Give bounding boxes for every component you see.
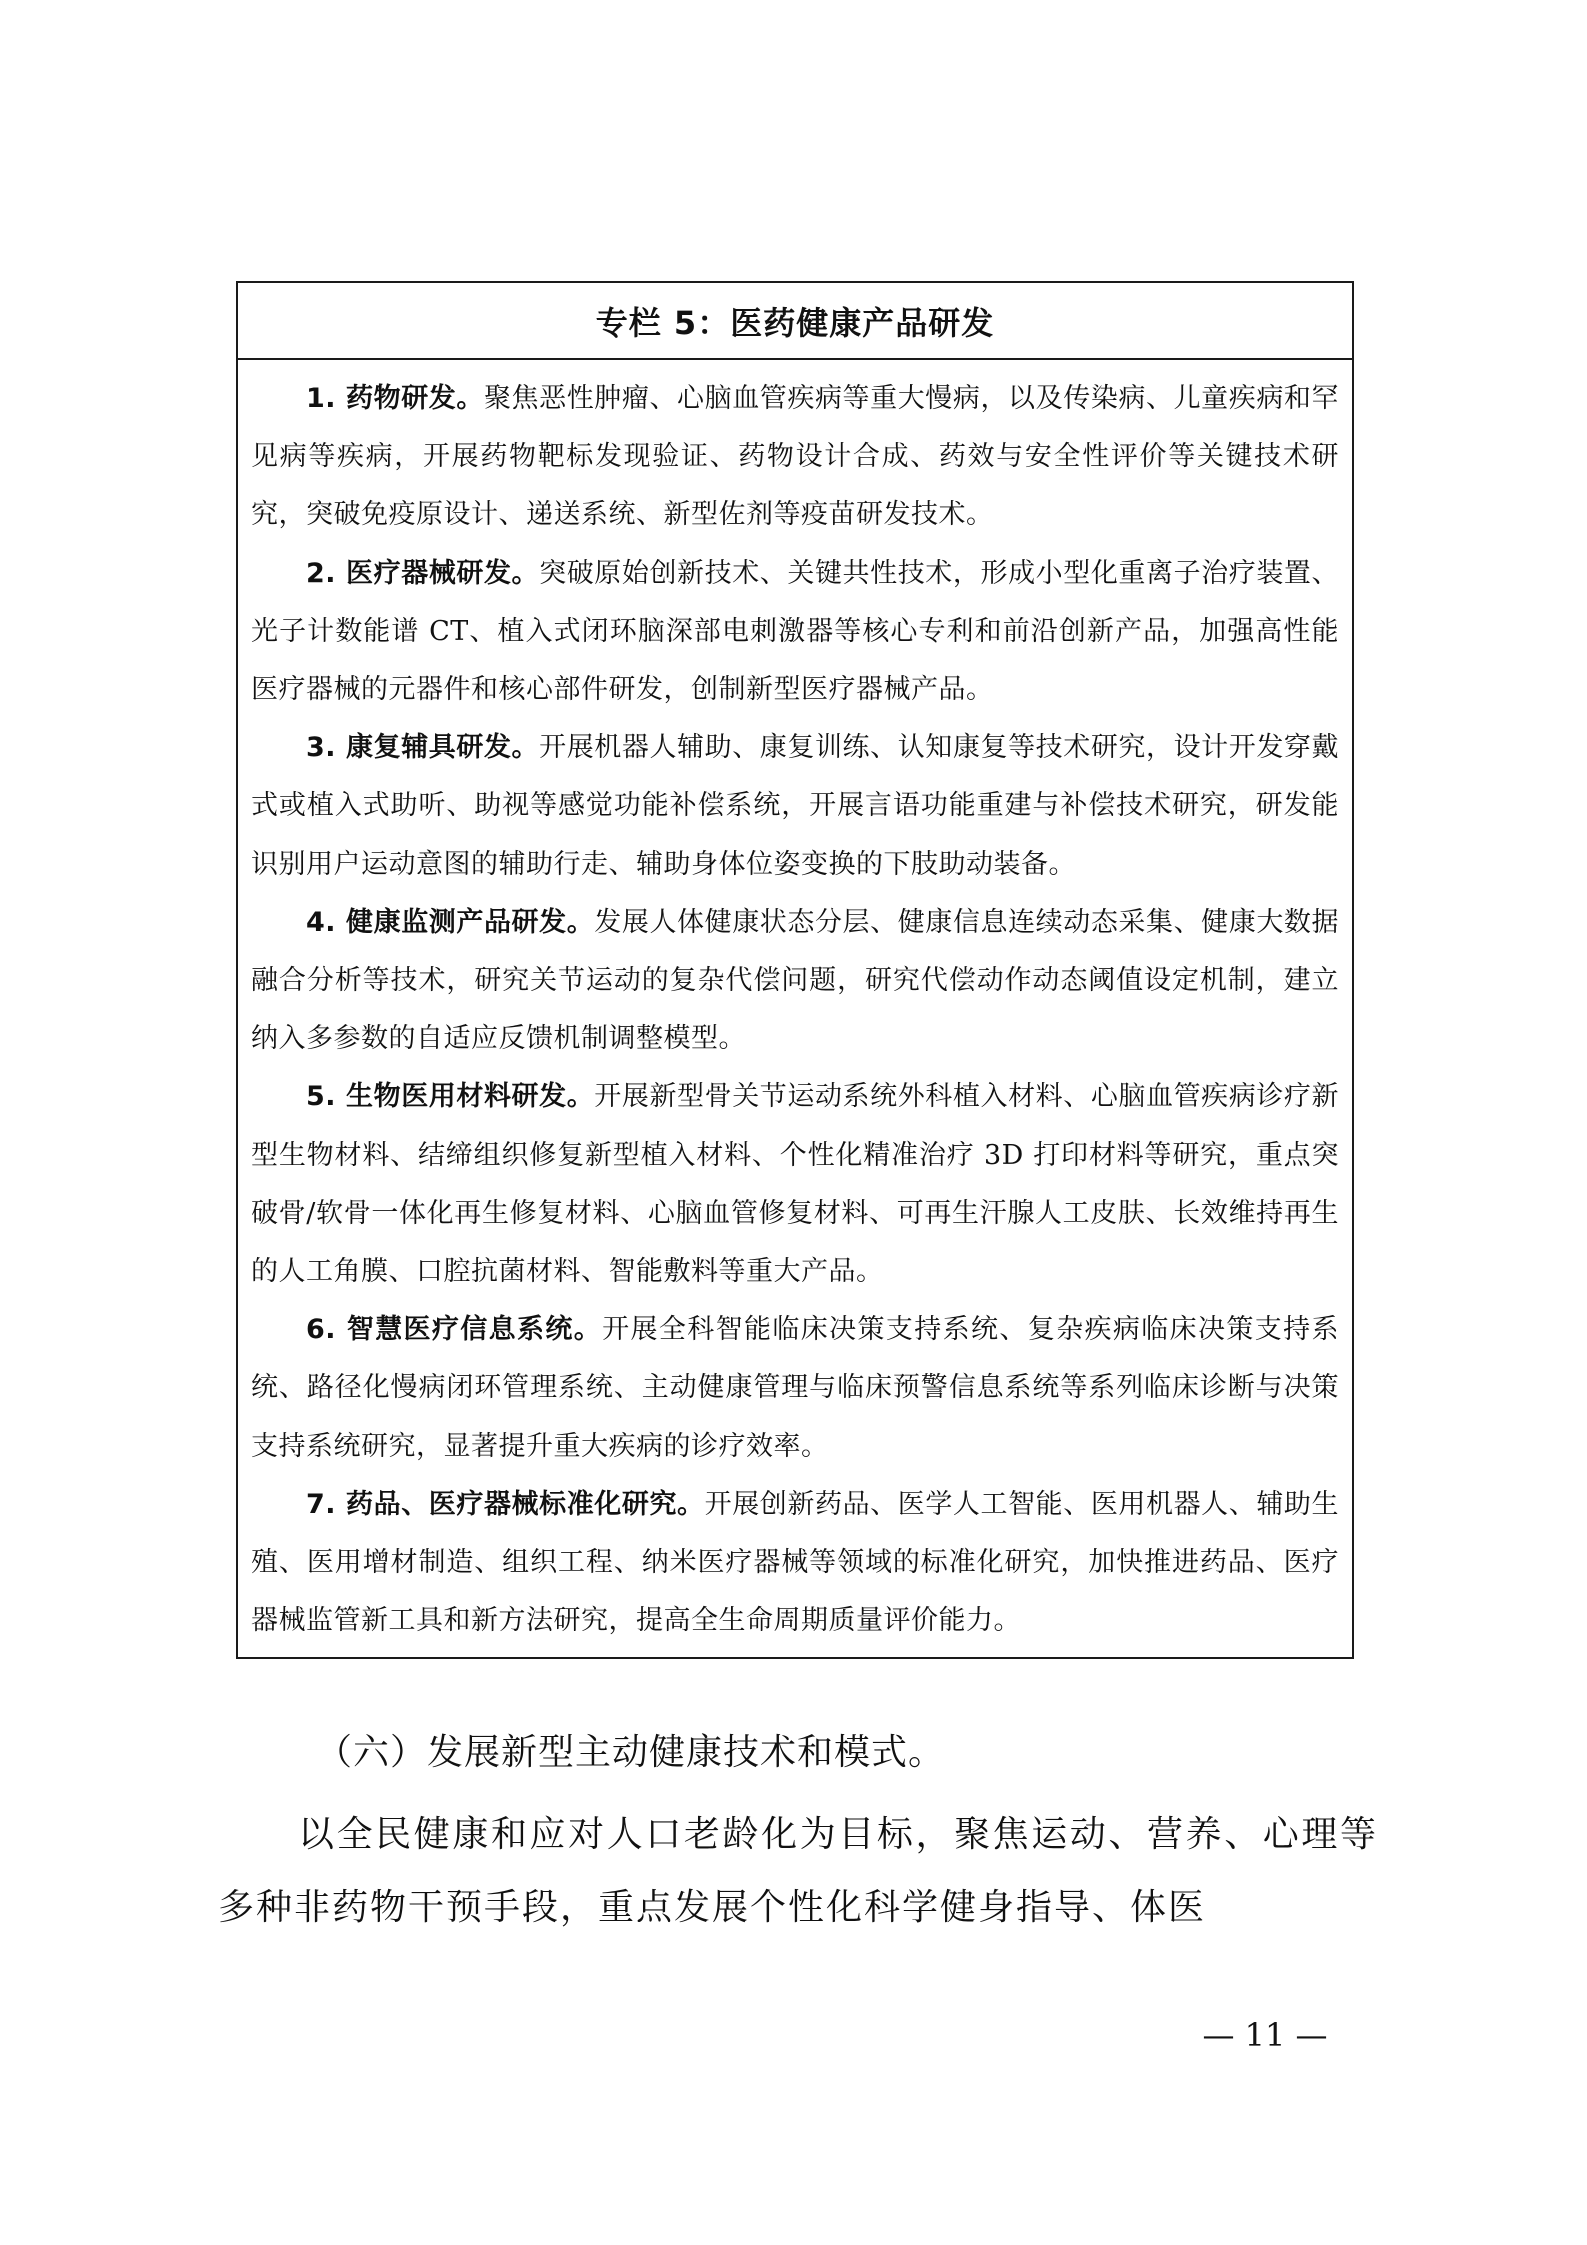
column-item-standardization [251, 1476, 1339, 1651]
item-heading: 6. 智慧医疗信息系统。 [306, 1314, 603, 1346]
column-item-smart-medical-info [251, 1301, 1339, 1476]
body-paragraph: 以全民健康和应对人口老龄化为目标，聚焦运动、营养、心理等多种非药物干预手段，重点发展个性化科学健身指导、体医 [218, 1814, 1378, 1928]
item-heading: 1. 药物研发。 [306, 383, 484, 414]
page-number: — 11 — [1202, 2016, 1328, 2054]
column-item-health-monitoring-rd [251, 894, 1339, 1069]
item-text: 开展创新药品、医学人工智能、医用机器人、辅助生殖、医用增材制造、组织工程、纳米医疗器械等领域的标准化研究，加快推进药品、医疗器械监管新工具和新方法研究，提高全生命周期质量评价能力。 [251, 1488, 1340, 1637]
column-item-drug-rd [251, 370, 1339, 545]
item-heading: 7. 药品、医疗器械标准化研究。 [306, 1488, 705, 1520]
item-heading: 2. 医疗器械研发。 [306, 557, 540, 589]
item-text: 发展人体健康状态分层、健康信息连续动态采集、健康大数据融合分析等技术，研究关节运动的复杂代偿问题，研究代偿动作动态阈值设定机制，建立纳入多参数的自适应反馈机制调整模型。 [251, 906, 1339, 1055]
item-text: 开展新型骨关节运动系统外科植入材料、心脑血管疾病诊疗新型生物材料、结缔组织修复新型植入材料、个性化精准治疗 3D 打印材料等研究，重点突破骨/软骨一体化再生修复材料、心脑血管修复材料、可再生汗腺人工皮肤、长效维持再生的人工角膜、口腔抗菌材料、智能敷料等重大产品。 [251, 1081, 1339, 1288]
column-item-biomaterials-rd [251, 1068, 1339, 1301]
section-heading: （六）发展新型主动健康技术和模式。 [316, 1732, 946, 1773]
item-heading: 5. 生物医用材料研发。 [306, 1081, 595, 1113]
item-text: 开展全科智能临床决策支持系统、复杂疾病临床决策支持系统、路径化慢病闭环管理系统、主动健康管理与临床预警信息系统等系列临床诊断与决策支持系统研究，显著提升重大疾病的诊疗效率。 [251, 1314, 1339, 1462]
item-heading: 4. 健康监测产品研发。 [306, 906, 595, 938]
column-title: 专栏 5：医药健康产品研发 [238, 283, 1352, 360]
item-text: 开展机器人辅助、康复训练、认知康复等技术研究，设计开发穿戴式或植入式助听、助视等感觉功能补偿系统，开展言语功能重建与补偿技术研究，研发能识别用户运动意图的辅助行走、辅助身体位姿变换的下肢助动装备。 [251, 732, 1339, 880]
column-body [238, 360, 1352, 1650]
item-text: 聚焦恶性肿瘤、心脑血管疾病等重大慢病，以及传染病、儿童疾病和罕见病等疾病，开展药物靶标发现验证、药物设计合成、药效与安全性评价等关键技术研究，突破免疫原设计、递送系统、新型佐剂等疫苗研发技术。 [251, 383, 1339, 531]
item-text: 突破原始创新技术、关键共性技术，形成小型化重离子治疗装置、光子计数能谱 CT、植入式闭环脑深部电刺激器等核心专利和前沿创新产品，加强高性能医疗器械的元器件和核心部件研发，创制新型医疗器械产品。 [251, 557, 1339, 706]
column-item-medical-device-rd [251, 545, 1339, 720]
column-item-rehab-aids-rd [251, 719, 1339, 894]
column-box [236, 281, 1354, 1659]
item-heading: 3. 康复辅具研发。 [306, 732, 540, 764]
